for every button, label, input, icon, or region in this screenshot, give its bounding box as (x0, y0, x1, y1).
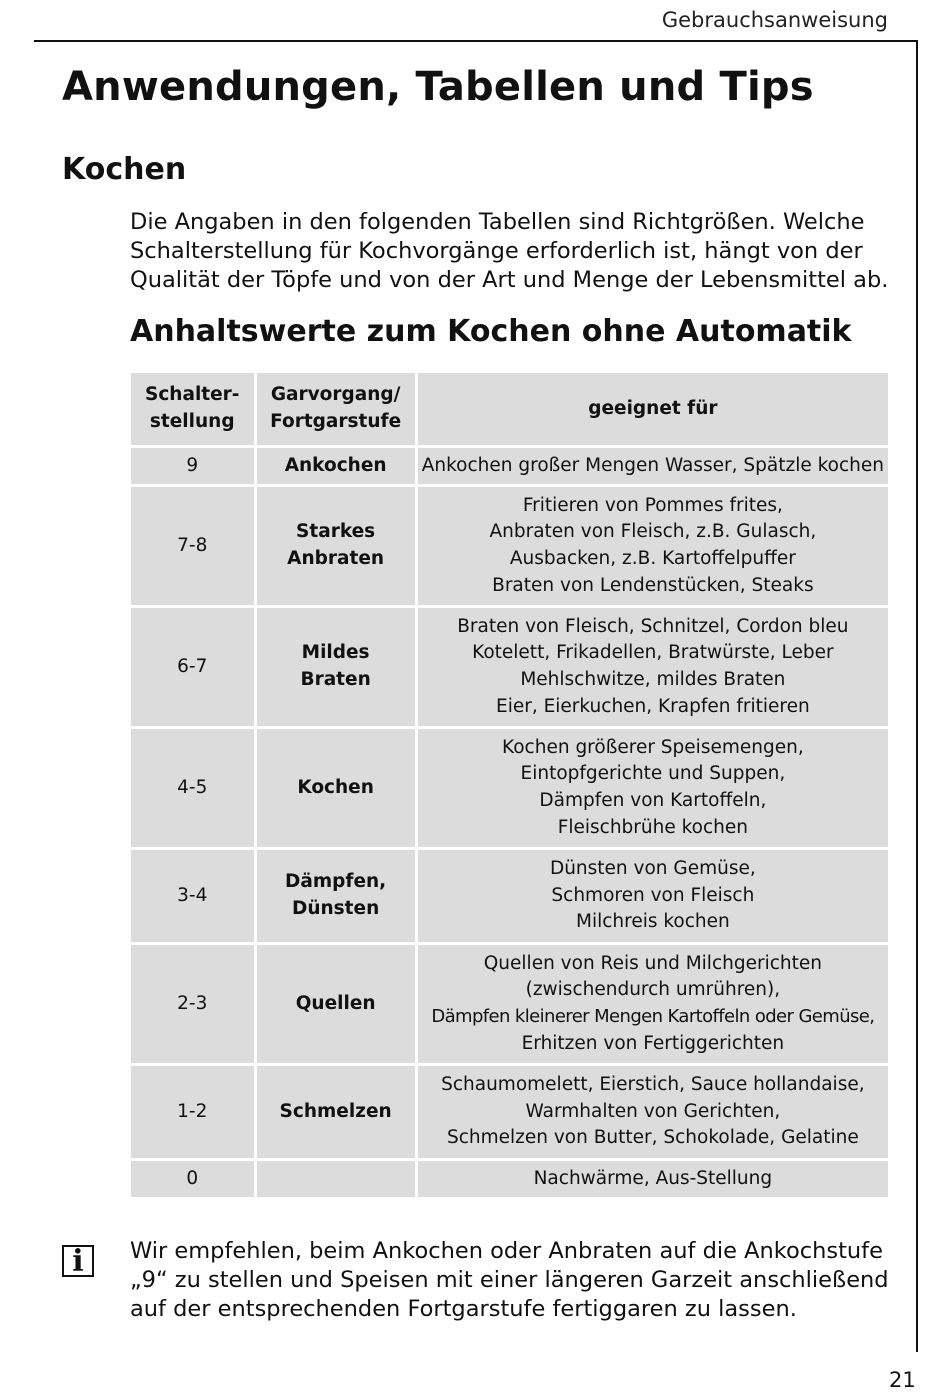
page-number: 21 (889, 1368, 916, 1392)
stage-line: Dämpfen, (285, 871, 387, 893)
header-rule (34, 40, 918, 42)
cell-setting: 7-8 (131, 487, 254, 605)
use-line: Ausbacken, z.B. Kartoffelpuffer (509, 548, 796, 569)
use-line: Braten von Fleisch, Schnitzel, Cordon bleu (457, 615, 849, 637)
cell-uses (418, 448, 888, 484)
cell-uses (418, 1066, 888, 1158)
cell-uses (418, 945, 888, 1063)
info-icon: i (62, 1245, 94, 1277)
stage-line: Quellen (295, 992, 376, 1014)
note-paragraph: Wir empfehlen, beim Ankochen oder Anbraten auf die Ankochstufe „9“ zu stellen und Speisen mit einer längeren Garzeit anschließend auf der entsprechenden Fortgarstufe fertiggaren zu lassen. (130, 1238, 889, 1322)
cell-stage (257, 1066, 415, 1158)
section-title: Kochen (62, 152, 187, 187)
cell-uses (418, 608, 888, 726)
cell-stage (257, 1161, 415, 1197)
use-line: Mehlschwitze, mildes Braten (520, 669, 786, 690)
cell-uses (418, 1161, 888, 1197)
table-row (131, 945, 888, 1063)
use-line: Fleischbrühe kochen (557, 816, 748, 838)
cell-setting: 9 (131, 448, 254, 484)
use-line: Fritieren von Pommes frites, (522, 494, 783, 516)
cell-stage (257, 945, 415, 1063)
stage-line: Mildes (301, 642, 370, 664)
margin-rule (916, 40, 918, 1352)
use-line: Kotelett, Frikadellen, Bratwürste, Leber (472, 642, 834, 664)
use-line: Ankochen großer Mengen Wasser, Spätzle kochen (421, 454, 884, 476)
use-line: Dünsten von Gemüse, (549, 858, 756, 880)
table-row (131, 729, 888, 847)
stage-line: Kochen (297, 776, 374, 798)
cell-setting: 3-4 (131, 850, 254, 942)
cell-stage (257, 729, 415, 847)
use-line: Eintopfgerichte und Suppen, (520, 763, 786, 785)
running-header: Gebrauchsanweisung (661, 8, 888, 32)
cell-stage (257, 608, 415, 726)
intro-paragraph: Die Angaben in den folgenden Tabellen sind Richtgrößen. Welche Schalterstellung für Kochvorgänge erforderlich ist, hängt von der Qualität der Töpfe und von der Art und Menge der Lebensmittel ab. (130, 209, 889, 293)
page-title: Anwendungen, Tabellen und Tips (62, 64, 814, 110)
table-row (131, 487, 888, 605)
table-header-row (131, 373, 888, 445)
stage-line: Braten (300, 669, 371, 690)
use-line: Milchreis kochen (575, 911, 730, 933)
use-line: Dämpfen von Kartoffeln, (539, 790, 767, 811)
use-line: Warmhalten von Gerichten, (525, 1100, 781, 1122)
table-row (131, 448, 888, 484)
header-setting: Schalter- stellung (131, 373, 254, 445)
cell-stage (257, 850, 415, 942)
cell-setting: 0 (131, 1161, 254, 1197)
table-row (131, 1161, 888, 1197)
cell-stage (257, 487, 415, 605)
cell-uses (418, 487, 888, 605)
cell-stage (257, 448, 415, 484)
use-line: Kochen größerer Speisemengen, (502, 736, 804, 758)
use-line: Nachwärme, Aus-Stellung (533, 1167, 773, 1189)
use-line: Schmoren von Fleisch (551, 884, 755, 906)
use-line: Eier, Eierkuchen, Krapfen fritieren (496, 695, 810, 717)
stage-line: Ankochen (284, 454, 387, 476)
cell-setting: 1-2 (131, 1066, 254, 1158)
cell-uses (418, 850, 888, 942)
use-line: Braten von Lendenstücken, Steaks (492, 574, 814, 596)
stage-line: Starkes (296, 521, 376, 543)
use-line: Anbraten von Fleisch, z.B. Gulasch, (489, 521, 817, 543)
stage-line: Schmelzen (279, 1100, 392, 1122)
cell-setting: 2-3 (131, 945, 254, 1063)
use-line: (zwischendurch umrühren), (525, 979, 781, 1001)
header-uses: geeignet für (418, 373, 888, 445)
stage-line: Dünsten (291, 898, 380, 919)
use-line: Schmelzen von Butter, Schokolade, Gelatine (446, 1127, 859, 1149)
use-line: Quellen von Reis und Milchgerichten (483, 952, 822, 974)
header-stage: Garvorgang/ Fortgarstufe (257, 373, 415, 445)
cell-uses (418, 729, 888, 847)
table-row (131, 608, 888, 726)
cell-setting: 6-7 (131, 608, 254, 726)
table-title: Anhaltswerte zum Kochen ohne Automatik (130, 314, 852, 349)
use-line: Schaumomelett, Eierstich, Sauce hollandaise, (441, 1074, 865, 1096)
use-line: Dämpfen kleinerer Mengen Kartoffeln oder Gemüse, (431, 1006, 875, 1027)
cell-setting: 4-5 (131, 729, 254, 847)
table-row (131, 850, 888, 942)
stage-line: Anbraten (287, 548, 385, 569)
cooking-table (128, 370, 891, 1200)
table-row (131, 1066, 888, 1158)
use-line: Erhitzen von Fertiggerichten (521, 1032, 785, 1054)
